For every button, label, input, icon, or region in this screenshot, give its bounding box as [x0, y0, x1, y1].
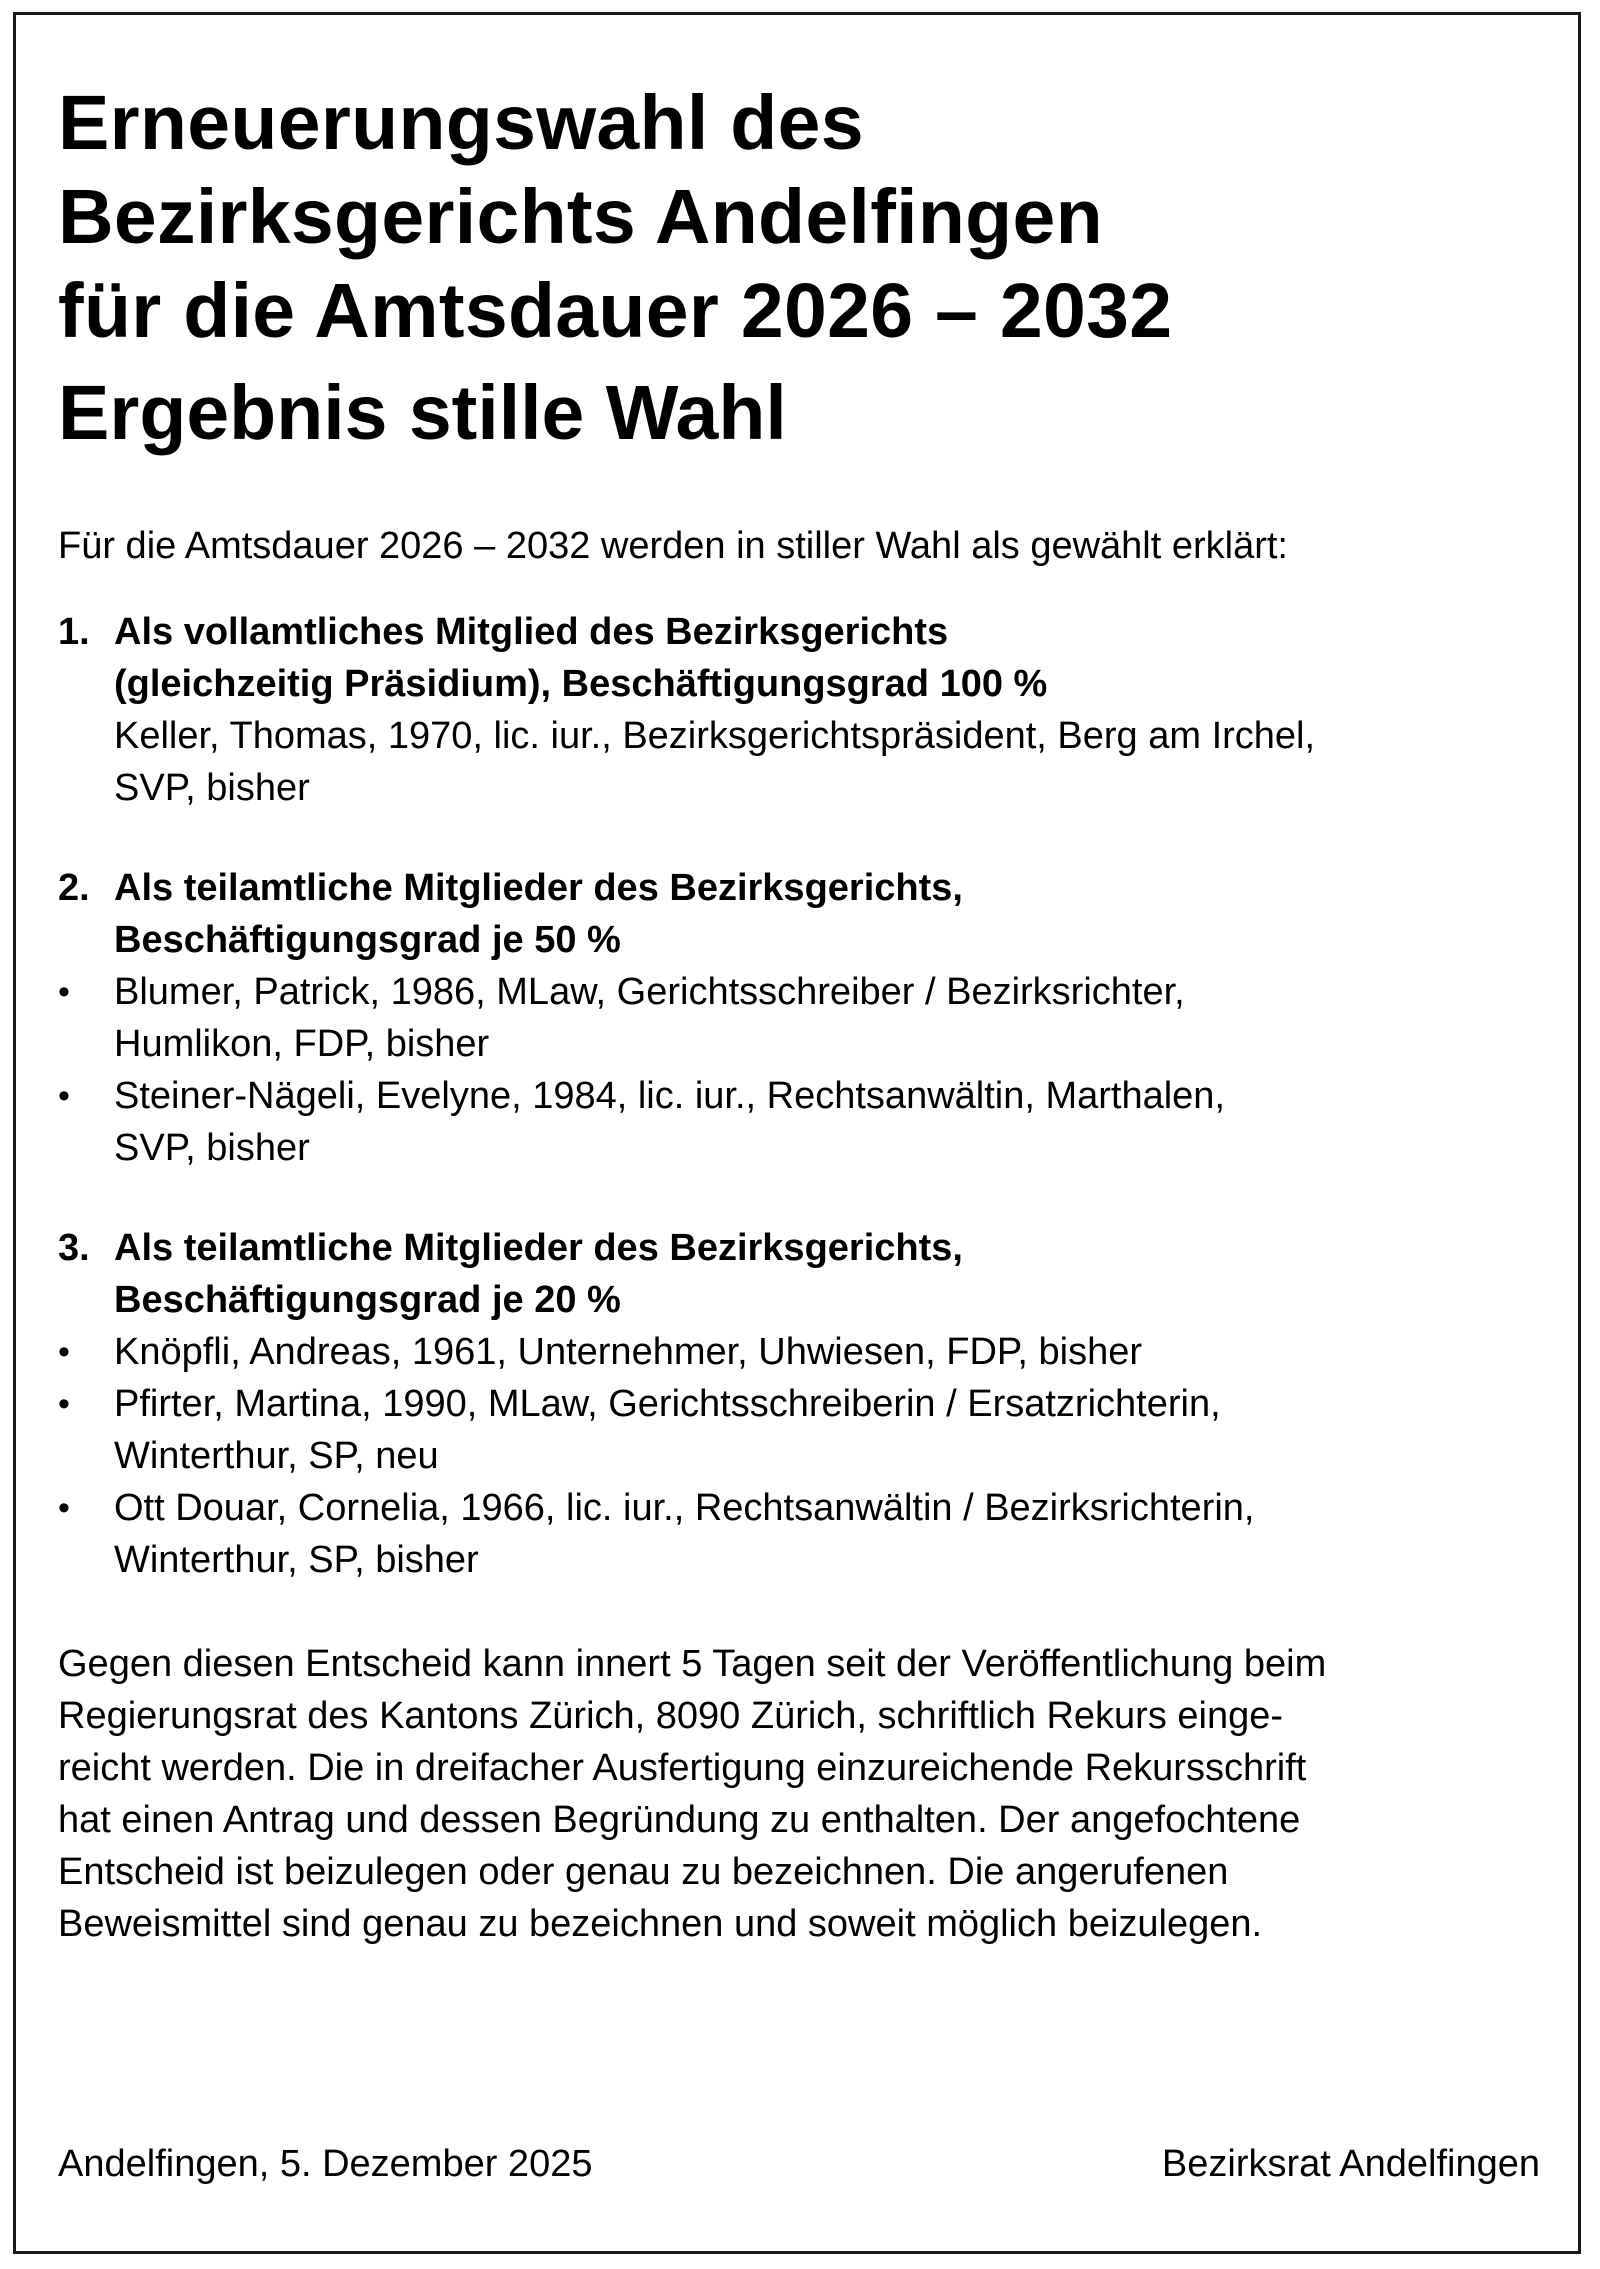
list-item-line: SVP, bisher [114, 1127, 310, 1169]
bullet-icon: • [58, 973, 70, 1011]
notice-line: hat einen Antrag und dessen Begründung zu enthalten. Der angefochtene [58, 1799, 1301, 1841]
list-item-line: Winterthur, SP, bisher [114, 1539, 479, 1581]
title-line: Erneuerungswahl des [58, 80, 864, 166]
list-item-text [114, 1326, 1548, 1378]
section-heading [58, 862, 1548, 966]
section-heading [58, 1222, 1548, 1326]
list-item-line: SVP, bisher [114, 767, 310, 809]
section-number: 3. [58, 1227, 90, 1269]
list-item [58, 966, 1548, 1070]
list-item-text [114, 1378, 1548, 1482]
issuing-authority: Bezirksrat Andelfingen [1161, 2143, 1540, 2185]
notice-line: Entscheid ist beizulegen oder genau zu bezeichnen. Die angerufenen [58, 1851, 1229, 1893]
notice-line: Gegen diesen Entscheid kann innert 5 Tagen seit der Veröffentlichung beim [58, 1643, 1327, 1685]
list-item [58, 1482, 1548, 1586]
bullet-icon: • [58, 1333, 70, 1371]
place-date: Andelfingen, 5. Dezember 2025 [58, 2143, 593, 2185]
document-title [58, 76, 1548, 358]
list-item-line: Knöpfli, Andreas, 1961, Unternehmer, Uhwiesen, FDP, bisher [114, 1331, 1142, 1373]
list-marker [58, 710, 114, 814]
section-title [114, 1222, 1548, 1326]
document-footer [58, 2138, 1540, 2190]
list-item-text [114, 1070, 1548, 1174]
section-number: 2. [58, 867, 90, 909]
section-title-line: Als vollamtliches Mitglied des Bezirksgerichts [114, 611, 949, 653]
list-item-line: Blumer, Patrick, 1986, MLaw, Gerichtsschreiber / Bezirksrichter, [114, 971, 1185, 1013]
list-item-text [114, 966, 1548, 1070]
list-item-line: Winterthur, SP, neu [114, 1435, 439, 1477]
title-line: für die Amtsdauer 2026 – 2032 [58, 268, 1173, 354]
section-title-line: Beschäftigungsgrad je 20 % [114, 1279, 621, 1321]
section-title-line: (gleichzeitig Präsidium), Beschäftigungsgrad 100 % [114, 663, 1048, 705]
section-title-line: Beschäftigungsgrad je 50 % [114, 919, 621, 961]
list-item-line: Keller, Thomas, 1970, lic. iur., Bezirksgerichtspräsident, Berg am Irchel, [114, 715, 1316, 757]
section-heading [58, 606, 1548, 710]
section-title [114, 862, 1548, 966]
legal-notice [58, 1638, 1548, 1950]
section-title-line: Als teilamtliche Mitglieder des Bezirksgerichts, [114, 867, 963, 909]
section-3 [58, 1222, 1548, 1586]
document-subtitle: Ergebnis stille Wahl [58, 370, 787, 456]
section-title-line: Als teilamtliche Mitglieder des Bezirksgerichts, [114, 1227, 963, 1269]
bullet-icon: • [58, 1385, 70, 1423]
notice-line: Regierungsrat des Kantons Zürich, 8090 Zürich, schriftlich Rekurs einge- [58, 1695, 1284, 1737]
bullet-icon: • [58, 1077, 70, 1115]
list-item-line: Ott Douar, Cornelia, 1966, lic. iur., Rechtsanwältin / Bezirksrichterin, [114, 1487, 1255, 1529]
notice-line: reicht werden. Die in dreifacher Ausfertigung einzureichende Rekursschrift [58, 1747, 1307, 1789]
list-item [58, 710, 1548, 814]
section-number: 1. [58, 611, 90, 653]
list-item-line: Pfirter, Martina, 1990, MLaw, Gerichtsschreiberin / Ersatzrichterin, [114, 1383, 1221, 1425]
list-item [58, 1326, 1548, 1378]
list-item-line: Humlikon, FDP, bisher [114, 1023, 490, 1065]
list-item-line: Steiner-Nägeli, Evelyne, 1984, lic. iur., Rechtsanwältin, Marthalen, [114, 1075, 1225, 1117]
title-line: Bezirksgerichts Andelfingen [58, 174, 1103, 260]
bullet-icon: • [58, 1489, 70, 1527]
notice-line: Beweismittel sind genau zu bezeichnen und soweit möglich beizulegen. [58, 1903, 1263, 1945]
list-item-text [114, 1482, 1548, 1586]
list-item [58, 1378, 1548, 1482]
section-1 [58, 606, 1548, 814]
list-item-text [114, 710, 1548, 814]
section-2 [58, 862, 1548, 1174]
document-body [58, 76, 1548, 1950]
section-title [114, 606, 1548, 710]
intro-text: Für die Amtsdauer 2026 – 2032 werden in stiller Wahl als gewählt erklärt: [58, 525, 1288, 567]
list-item [58, 1070, 1548, 1174]
